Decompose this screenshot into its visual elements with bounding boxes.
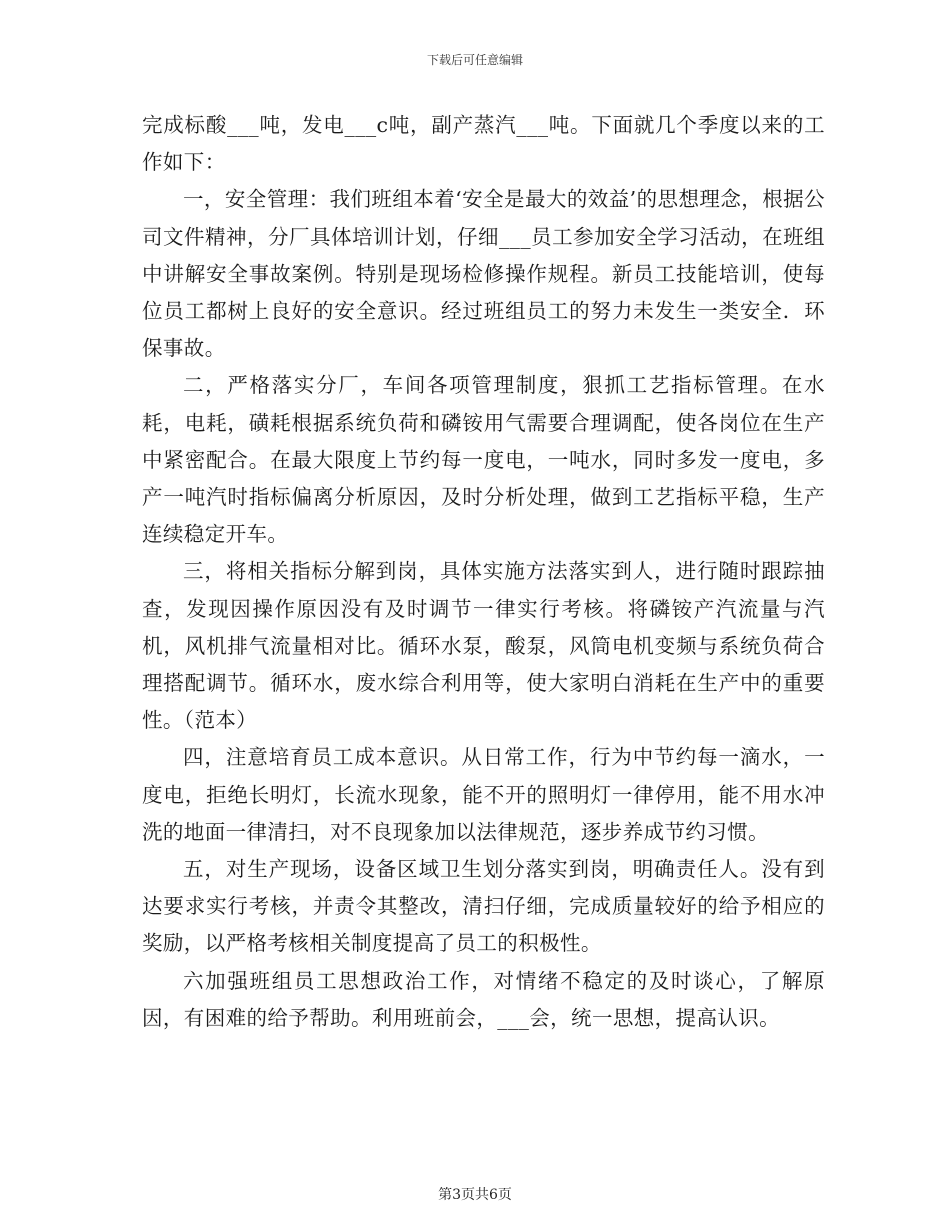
paragraph-ideological-work: 六加强班组员工思想政治工作，对情绪不稳定的及时谈心，了解原因，有困难的给予帮助。利用班前会，___会，统一思想，提高认识。 [142, 968, 825, 1030]
page-number-footer: 第3页共6页 [438, 1187, 512, 1203]
paragraph-cost-awareness: 四，注意培育员工成本意识。从日常工作，行为中节约每一滴水，一度电，拒绝长明灯，长流水现象，能不开的照明灯一律停用，能不用水冲洗的地面一律清扫，对不良现象加以法律规范，逐步养成节约习惯。 [142, 745, 825, 844]
paragraph-site-hygiene: 五，对生产现场，设备区域卫生划分落实到岗，明确责任人。没有到达要求实行考核，并责令其整改，清扫仔细，完成质量较好的给予相应的奖励，以严格考核相关制度提高了员工的积极性。 [142, 857, 825, 956]
paragraph-safety-management: 一，安全管理：我们班组本着‘安全是最大的效益’的思想理念，根据公司文件精神，分厂具体培训计划，仔细___员工参加安全学习活动，在班组中讲解安全事故案例。特别是现场检修操作规程。新员工技能培训，使每位员工都树上良好的安全意识。经过班组员工的努力未发生一类安全．环保事故。 [142, 187, 825, 361]
paragraph-management-system: 二，严格落实分厂，车间各项管理制度，狠抓工艺指标管理。在水耗，电耗，磺耗根据系统负荷和磷铵用气需要合理调配，使各岗位在生产中紧密配合。在最大限度上节约每一度电，一吨水，同时多发一度电，多产一吨汽时指标偏离分析原因，及时分析处理，做到工艺指标平稳，生产连续稳定开车。 [142, 373, 825, 547]
paragraph-continuation: 完成标酸___吨，发电___c吨，副产蒸汽___吨。下面就几个季度以来的工作如下： [142, 113, 825, 175]
page-header: 下载后可任意编辑 [426, 53, 523, 67]
document-body [142, 107, 825, 1037]
paragraph-indicator-assignment: 三，将相关指标分解到岗，具体实施方法落实到人，进行随时跟踪抽查，发现因操作原因没有及时调节一律实行考核。将磷铵产汽流量与汽机，风机排气流量相对比。循环水泵，酸泵，风筒电机变频与系统负荷合理搭配调节。循环水，废水综合利用等，使大家明白消耗在生产中的重要性。（范本） [142, 559, 825, 733]
